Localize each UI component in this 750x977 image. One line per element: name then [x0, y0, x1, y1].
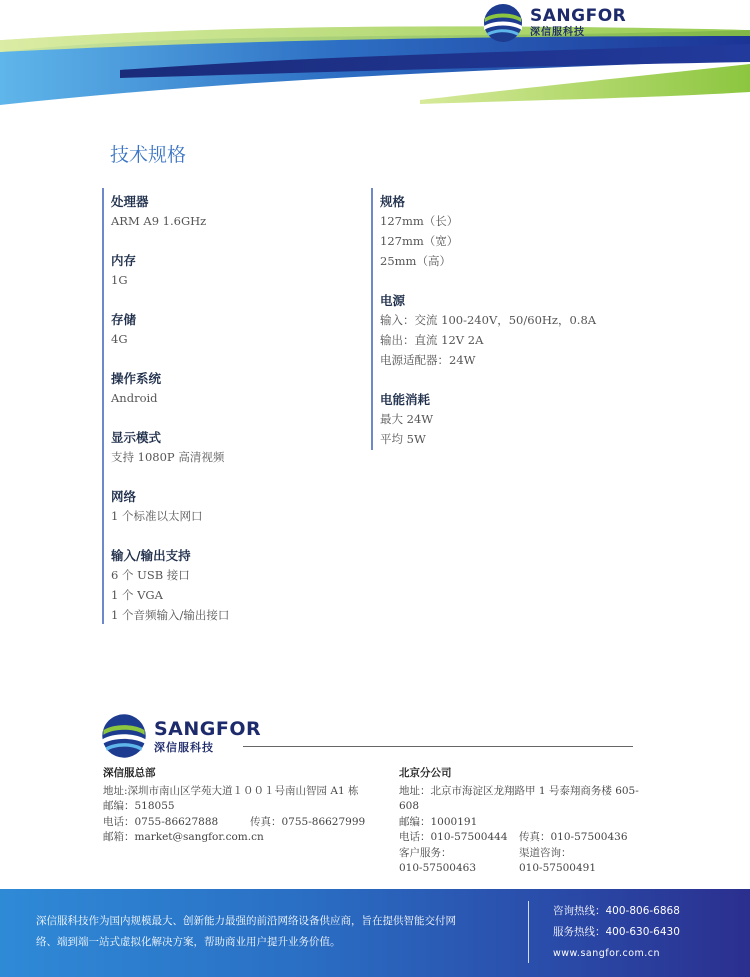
sangfor-globe-icon	[100, 712, 148, 760]
spec-value: 25mm（高）	[380, 254, 451, 268]
specs-right-column	[371, 188, 631, 450]
spec-processor	[111, 193, 332, 231]
spec-value: 平均 5W	[380, 432, 426, 446]
office-service-label: 客户服务：	[399, 846, 452, 859]
spec-value: 输入：交流 100-240V，50/60Hz，0.8A	[380, 313, 597, 327]
header-banner	[0, 0, 750, 110]
spec-label: 输入/输出支持	[111, 548, 191, 563]
office-phone: 电话：0755-86627888	[103, 815, 219, 828]
office-email[interactable]: 邮箱：market@sangfor.com.cn	[103, 831, 264, 843]
office-fax: 传真：0755-86627999	[250, 815, 366, 828]
spec-label: 内存	[111, 253, 137, 268]
sangfor-globe-icon	[482, 2, 524, 44]
slogan-line: 络、端到端一站式虚拟化解决方案，帮助商业用户提升业务价值。	[36, 936, 341, 948]
office-channel-label: 渠道咨询：	[519, 846, 572, 859]
slogan-line: 深信服科技作为国内规模最大、创新能力最强的前沿网络设备供应商，旨在提供智能交付网	[36, 915, 456, 927]
spec-power	[380, 292, 631, 370]
spec-value: 127mm（宽）	[380, 234, 459, 248]
sangfor-logo-top	[482, 2, 626, 44]
spec-storage	[111, 311, 332, 349]
office-name: 深信服总部	[103, 767, 156, 779]
spec-value: 1G	[111, 273, 128, 287]
spec-display	[111, 429, 332, 467]
spec-value: 1 个 VGA	[111, 588, 163, 602]
office-name: 北京分公司	[399, 767, 452, 779]
consult-hotline: 咨询热线：400-806-6868	[553, 905, 680, 917]
spec-label: 存储	[111, 312, 137, 327]
spec-value: 输出：直流 12V 2A	[380, 333, 484, 347]
website-link[interactable]: www.sangfor.com.cn	[553, 948, 661, 959]
spec-os	[111, 370, 332, 408]
spec-label: 电源	[380, 293, 406, 308]
company-slogan	[36, 911, 516, 953]
spec-value: 电源适配器：24W	[380, 353, 476, 367]
spec-value: ARM A9 1.6GHz	[111, 214, 207, 228]
service-hotline: 服务热线：400-630-6430	[553, 926, 680, 938]
office-beijing	[399, 766, 644, 877]
office-service-phone: 010-57500463	[399, 862, 477, 874]
logo-name-cn: 深信服科技	[154, 740, 214, 754]
spec-label: 网络	[111, 489, 137, 504]
logo-name-cn: 深信服科技	[530, 27, 585, 38]
spec-value: 127mm（长）	[380, 214, 459, 228]
spec-value: 支持 1080P 高清视频	[111, 450, 225, 464]
office-channel-phone: 010-57500491	[519, 862, 597, 874]
spec-memory	[111, 252, 332, 290]
spec-value: 1 个音频输入/输出接口	[111, 608, 230, 622]
office-postcode: 邮编：1000191	[399, 815, 478, 828]
office-address: 地址：北京市海淀区龙翔路甲 1 号泰翔商务楼 605-608	[399, 784, 639, 812]
spec-io	[111, 547, 332, 625]
office-address: 地址:深圳市南山区学苑大道１００１号南山智园 A1 栋	[103, 784, 359, 797]
office-postcode: 邮编：518055	[103, 800, 175, 812]
footer-banner	[0, 889, 750, 977]
spec-label: 处理器	[111, 194, 149, 209]
spec-label: 规格	[380, 194, 406, 209]
specs-left-column	[102, 188, 332, 624]
spec-dimensions	[380, 193, 631, 271]
spec-value: 6 个 USB 接口	[111, 568, 190, 582]
spec-value: 4G	[111, 332, 128, 346]
spec-value: Android	[111, 391, 158, 405]
spec-consumption	[380, 391, 631, 449]
banner-divider	[528, 901, 529, 963]
office-shenzhen	[103, 766, 373, 846]
sangfor-logo-bottom	[100, 712, 261, 760]
spec-label: 显示模式	[111, 430, 162, 445]
spec-value: 最大 24W	[380, 412, 434, 426]
spec-network	[111, 488, 332, 526]
logo-name-en: SANGFOR	[530, 6, 627, 26]
logo-name-en: SANGFOR	[154, 717, 262, 740]
spec-label: 操作系统	[111, 371, 162, 386]
office-fax: 传真：010-57500436	[519, 831, 628, 843]
spec-value: 1 个标准以太网口	[111, 509, 203, 523]
page-title: 技术规格	[110, 144, 187, 166]
office-phone: 电话：010-57500444	[399, 831, 508, 843]
banner-contact	[553, 901, 680, 964]
header-waves	[0, 0, 750, 110]
footer-divider	[243, 746, 633, 747]
spec-label: 电能消耗	[380, 392, 431, 407]
